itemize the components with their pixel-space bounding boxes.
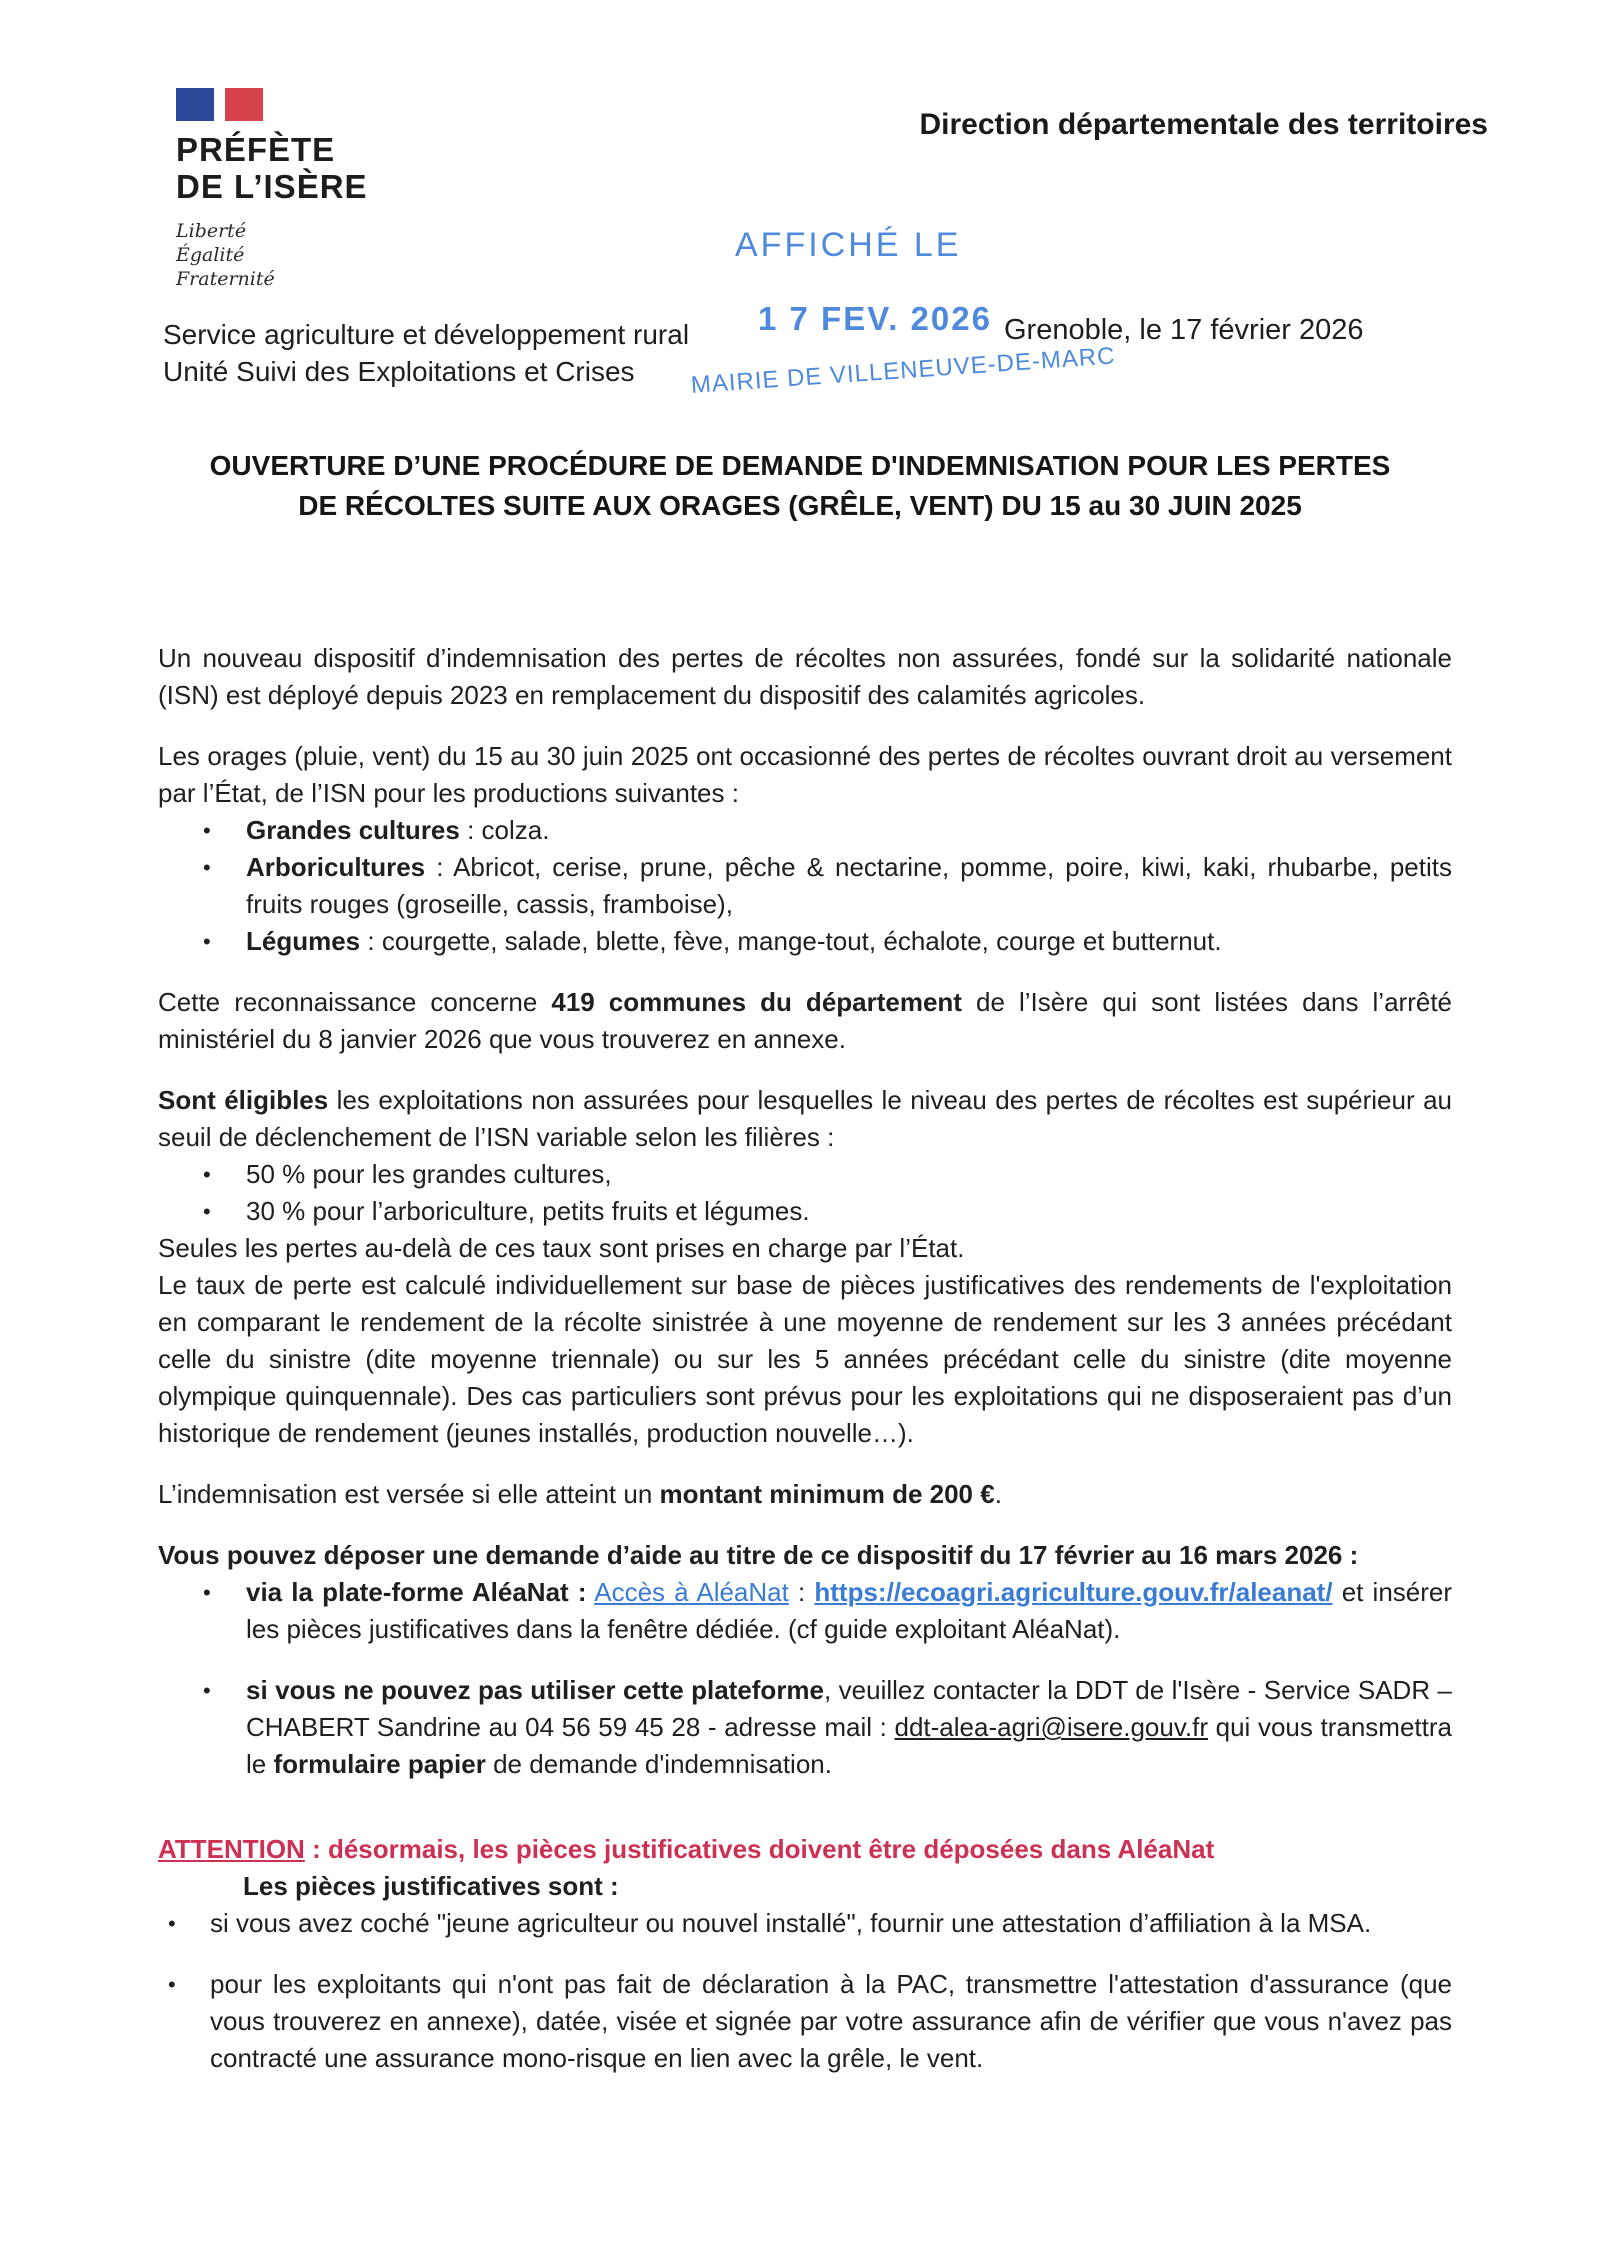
bullet-item: [158, 1672, 1452, 1783]
bullet-icon: •: [203, 1580, 211, 1605]
bullet-icon: •: [203, 818, 211, 843]
document-title-line2: DE RÉCOLTES SUITE AUX ORAGES (GRÊLE, VENT) DU 15 au 30 JUIN 2025: [298, 490, 1302, 521]
acces-aleanat-link[interactable]: Accès à AléaNat: [594, 1577, 789, 1607]
text-run: Les pièces justificatives sont :: [243, 1871, 619, 1901]
flag-blue-square-icon: [176, 88, 214, 121]
french-flag-logo: [176, 88, 368, 121]
text-run: via la plate-forme AléaNat :: [246, 1577, 587, 1607]
bullet-item: [158, 812, 1452, 849]
text-run: 50 % pour les grandes cultures,: [246, 1159, 612, 1189]
document-title-line1: OUVERTURE D’UNE PROCÉDURE DE DEMANDE D'INDEMNISATION POUR LES PERTES: [209, 450, 1391, 481]
text-run: Grandes cultures: [246, 815, 460, 845]
text-run: : désormais, les pièces justificatives doivent être déposées dans AléaNat: [304, 1834, 1215, 1864]
bullet-icon: •: [168, 1911, 176, 1936]
text-run: qui vous transmettra le: [246, 1712, 1452, 1779]
text-run: montant minimum de 200 €: [659, 1479, 995, 1509]
text-run: ATTENTION: [158, 1834, 305, 1864]
intro-paragraph: [158, 640, 1452, 714]
attention-line: [158, 1831, 1452, 1868]
bullet-text: [246, 1193, 1452, 1230]
text-run: Arboricultures: [246, 852, 426, 882]
prefete-title-line1: PRÉFÈTE: [176, 131, 336, 168]
text-run: L’indemnisation est versée si elle atteint un: [158, 1479, 660, 1509]
bullet-item: [158, 1966, 1452, 2077]
bullet-list: [158, 1905, 1452, 2077]
flag-red-square-icon: [225, 88, 263, 121]
service-line2: Unité Suivi des Exploitations et Crises: [163, 356, 635, 387]
text-run: Seules les pertes au-delà de ces taux sont prises en charge par l’État.: [158, 1233, 965, 1263]
indemnisation-paragraph: [158, 1476, 1452, 1513]
text-run: 419 communes du département: [551, 987, 962, 1017]
text-run: de demande d'indemnisation.: [485, 1749, 832, 1779]
motto-egalite: Égalité: [176, 244, 245, 266]
motto-fraternite: Fraternité: [176, 268, 275, 290]
eligibles-paragraph: [158, 1082, 1452, 1156]
orages-paragraph: [158, 738, 1452, 812]
bullet-icon: •: [203, 1162, 211, 1187]
aleanat-url-link[interactable]: https://ecoagri.agriculture.gouv.fr/aleanat/: [814, 1577, 1333, 1607]
bullet-icon: •: [203, 1678, 211, 1703]
text-run: les exploitations non assurées pour lesquelles le niveau des pertes de récoltes est supérieur au seuil de déclenchement de l’ISN variable selon les filières :: [158, 1085, 1452, 1152]
bullet-text: [246, 1156, 1452, 1193]
text-run: pour les exploitants qui n'ont pas fait de déclaration à la PAC, transmettre l'attestation d'assurance (que vous trouverez en annexe), datée, visée et signée par votre assurance afin de vérifier que vous n'avez pas contracté une assurance mono-risque en lien avec la grêle, le vent.: [210, 1969, 1452, 2073]
bullet-text: [246, 849, 1452, 923]
text-run: , veuillez contacter la DDT de l'Isère - Service SADR – CHABERT Sandrine au 04 56 59 45 28 - adresse mail :: [246, 1675, 1452, 1742]
bullet-text: [246, 812, 1452, 849]
text-run: si vous ne pouvez pas utiliser cette plateforme: [246, 1675, 825, 1705]
bullet-text: [246, 1672, 1452, 1783]
bullet-text: [210, 1905, 1452, 1942]
document-title: [0, 446, 1600, 526]
bullet-item: [158, 1193, 1452, 1230]
text-run: Cette reconnaissance concerne: [158, 987, 552, 1017]
bullet-item: [158, 1905, 1452, 1942]
service-unit: [163, 316, 689, 390]
stamp-affiche-le: AFFICHÉ LE: [735, 226, 962, 264]
text-run: .: [994, 1479, 1002, 1509]
prefete-title-line2: DE L’ISÈRE: [176, 168, 368, 205]
bullet-item: [158, 923, 1452, 960]
text-run: Le taux de perte est calculé individuellement sur base de pièces justificatives des rendements de l'exploitation en comparant le rendement de la récolte sinistrée à une moyenne de rendement sur les 3 années précédant celle du sinistre (dite moyenne triennale) ou sur les 5 années précédant celle du sinistre (dite moyenne olympique quinquennale). Des cas particuliers sont prévus pour les exploitations qui ne disposeraient pas d’un historique de rendement (jeunes installés, production nouvelle…).: [158, 1270, 1452, 1448]
communes-paragraph: [158, 984, 1452, 1058]
text-run: 30 % pour l’arboriculture, petits fruits et légumes.: [246, 1196, 810, 1226]
text-run: Légumes: [246, 926, 361, 956]
bullet-text: [246, 923, 1452, 960]
text-run: Les orages (pluie, vent) du 15 au 30 juin 2025 ont occasionné des pertes de récoltes ouvrant droit au versement par l’État, de l’ISN pour les productions suivantes :: [158, 741, 1452, 808]
document-body: [158, 616, 1452, 2077]
depot-heading: [158, 1537, 1452, 1574]
text-run: et insérer les pièces justificatives dans la fenêtre dédiée. (cf guide exploitant AléaNat).: [246, 1577, 1453, 1644]
bullet-icon: •: [168, 1972, 176, 1997]
text-run: Vous pouvez déposer une demande d’aide au titre de ce dispositif du 17 février au 16 mars 2026 :: [158, 1540, 1359, 1570]
ddt-email-link: ddt-alea-agri@isere.gouv.fr: [894, 1712, 1208, 1742]
bullet-list: [158, 1574, 1452, 1783]
text-run: : Abricot, cerise, prune, pêche & nectarine, pomme, poire, kiwi, kaki, rhubarbe, petits fruits rouges (groseille, cassis, framboise),: [246, 852, 1452, 919]
marianne-logo: [176, 88, 368, 291]
bullet-icon: •: [203, 855, 211, 880]
service-line1: Service agriculture et développement rural: [163, 319, 690, 350]
bullet-icon: •: [203, 1199, 211, 1224]
motto: [176, 219, 368, 291]
bullet-list: [158, 1156, 1452, 1230]
stamp-mairie: MAIRIE DE VILLENEUVE-DE-MARC: [690, 342, 1117, 400]
text-run: Sont éligibles: [158, 1085, 329, 1115]
text-run: : courgette, salade, blette, fève, mange-tout, échalote, courge et butternut.: [360, 926, 1222, 956]
bullet-item: [158, 1156, 1452, 1193]
seules-pertes-paragraph: [158, 1230, 1452, 1267]
pieces-heading: [158, 1868, 1452, 1905]
place-date: Grenoble, le 17 février 2026: [1004, 314, 1364, 346]
bullet-icon: •: [203, 929, 211, 954]
bullet-item: [158, 849, 1452, 923]
text-run: :: [788, 1577, 815, 1607]
bullet-text: [210, 1966, 1452, 2077]
text-run: de l’Isère qui sont listées dans l’arrêté ministériel du 8 janvier 2026 que vous trouverez en annexe.: [158, 987, 1453, 1054]
motto-liberte: Liberté: [176, 220, 247, 242]
bullet-item: [158, 1574, 1452, 1648]
taux-perte-paragraph: [158, 1267, 1452, 1452]
direction-title: Direction départementale des territoires: [919, 108, 1488, 141]
text-run: formulaire papier: [273, 1749, 486, 1779]
text-run: Un nouveau dispositif d’indemnisation des pertes de récoltes non assurées, fondé sur la solidarité nationale (ISN) est déployé depuis 2023 en remplacement du dispositif des calamités agricoles.: [158, 643, 1452, 710]
bullet-list: [158, 812, 1452, 960]
text-run: : colza.: [459, 815, 550, 845]
stamp-date: 1 7 FEV. 2026: [758, 300, 992, 337]
bullet-text: [246, 1574, 1452, 1648]
text-run: si vous avez coché "jeune agriculteur ou nouvel installé", fournir une attestation d’affiliation à la MSA.: [210, 1908, 1372, 1938]
